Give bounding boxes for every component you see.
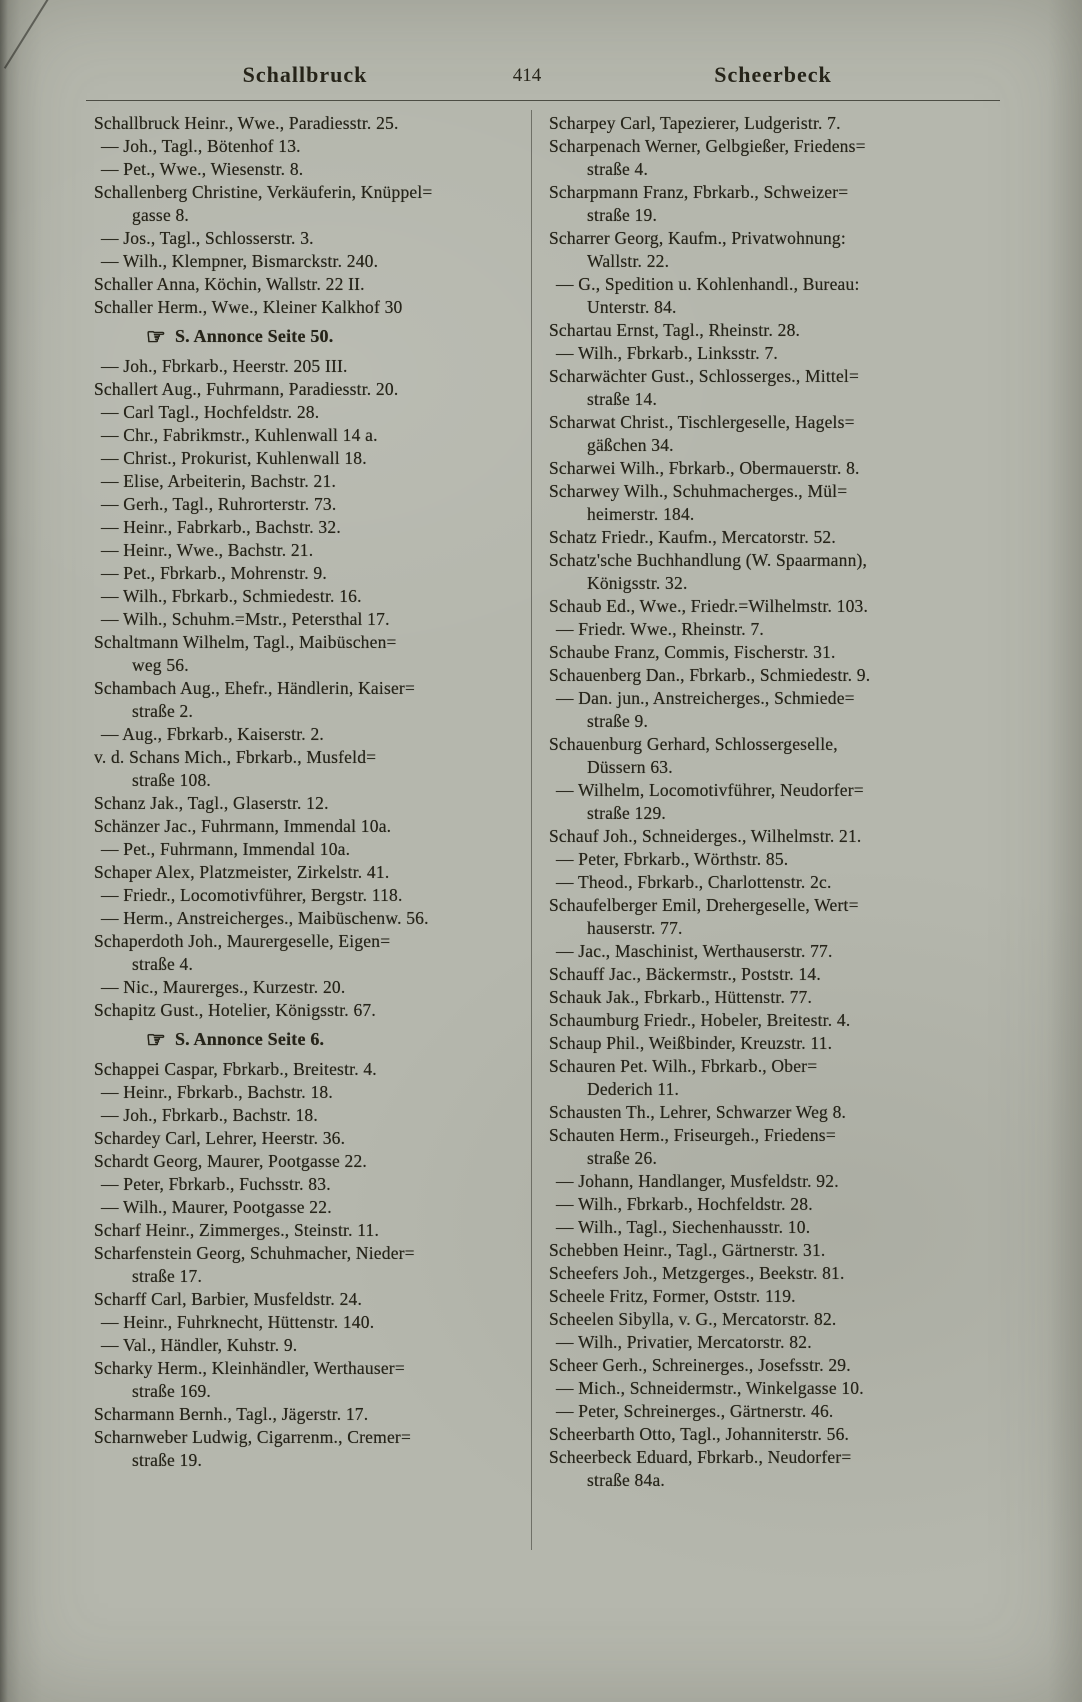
entry-line: weg 56. [132, 655, 189, 675]
entry-line: Schartau Ernst, Tagl., Rheinstr. 28. [549, 320, 801, 340]
directory-entry [549, 135, 997, 181]
directory-entry [94, 1426, 524, 1472]
entry-line: — Val., Händler, Kuhstr. 9. [101, 1335, 298, 1355]
directory-entry [549, 664, 997, 687]
entry-line: Schauff Jac., Bäckermstr., Poststr. 14. [549, 964, 821, 984]
entry-line: Scheerbarth Otto, Tagl., Johanniterstr. 56. [549, 1424, 850, 1444]
entry-line: Scheelen Sibylla, v. G., Mercatorstr. 82. [549, 1309, 837, 1329]
entry-line: straße 14. [587, 389, 658, 409]
directory-entry [549, 687, 997, 733]
entry-line: — Pet., Wwe., Wiesenstr. 8. [101, 159, 304, 179]
directory-entry [549, 618, 997, 641]
entry-line: straße 19. [132, 1450, 203, 1470]
directory-entry [94, 608, 524, 631]
entry-line: — Peter, Fbrkarb., Wörthstr. 85. [556, 849, 789, 869]
directory-entry [549, 1262, 997, 1285]
scan-artifact [4, 0, 52, 69]
directory-entry [94, 1403, 524, 1426]
entry-line: straße 17. [132, 1266, 203, 1286]
directory-entry [549, 1423, 997, 1446]
entry-line: Schatz Friedr., Kaufm., Mercatorstr. 52. [549, 527, 836, 547]
entry-line: Schauf Joh., Schneiderges., Wilhelmstr. 21. [549, 826, 862, 846]
entry-line: — Joh., Tagl., Bötenhof 13. [101, 136, 301, 156]
entry-line: straße 26. [587, 1148, 658, 1168]
directory-entry [549, 273, 997, 319]
directory-entry [94, 424, 524, 447]
directory-entry [549, 1354, 997, 1377]
entry-line: Schardey Carl, Lehrer, Heerstr. 36. [94, 1128, 346, 1148]
entry-line: straße 108. [132, 770, 211, 790]
directory-entry [94, 907, 524, 930]
directory-entry [94, 378, 524, 401]
right-column [549, 112, 997, 1492]
entry-line: — Elise, Arbeiterin, Bachstr. 21. [101, 471, 337, 491]
directory-entry [549, 1124, 997, 1170]
entry-line: Scharwächter Gust., Schlosserges., Mittel= [549, 366, 860, 386]
entry-line: Schaumburg Friedr., Hobeler, Breitestr. 4. [549, 1010, 851, 1030]
directory-entry [549, 1331, 997, 1354]
entry-line: — Gerh., Tagl., Ruhrorterstr. 73. [101, 494, 337, 514]
entry-line: straße 129. [587, 803, 666, 823]
entry-line: Schapitz Gust., Hotelier, Königsstr. 67. [94, 1000, 376, 1020]
directory-entry [94, 838, 524, 861]
entry-line: Scharrer Georg, Kaufm., Privatwohnung: [549, 228, 846, 248]
entry-line: — Wilh., Tagl., Siechenhausstr. 10. [556, 1217, 811, 1237]
entry-line: Wallstr. 22. [587, 251, 670, 271]
entry-line: Unterstr. 84. [587, 297, 677, 317]
directory-entry [94, 1196, 524, 1219]
entry-line: — Theod., Fbrkarb., Charlottenstr. 2c. [556, 872, 832, 892]
directory-entry [94, 861, 524, 884]
column-divider [531, 110, 532, 1550]
directory-entry [549, 1377, 997, 1400]
entry-line: — Johann, Handlanger, Musfeldstr. 92. [556, 1171, 839, 1191]
entry-line: straße 4. [587, 159, 649, 179]
directory-entry [94, 746, 524, 792]
entry-line: straße 169. [132, 1381, 211, 1401]
manicule-icon: ☞ [146, 1027, 166, 1052]
entry-line: Scharnweber Ludwig, Cigarrenm., Cremer= [94, 1427, 412, 1447]
entry-line: — Heinr., Fabrkarb., Bachstr. 32. [101, 517, 341, 537]
directory-entry [94, 1058, 524, 1081]
directory-entry [94, 401, 524, 424]
directory-entry [549, 1285, 997, 1308]
entry-line: — Wilh., Privatier, Mercatorstr. 82. [556, 1332, 812, 1352]
entry-line: Schaup Phil., Weißbinder, Kreuzstr. 11. [549, 1033, 833, 1053]
entry-line: — Friedr., Locomotivführer, Bergstr. 118. [101, 885, 403, 905]
entry-line: Scharff Carl, Barbier, Musfeldstr. 24. [94, 1289, 363, 1309]
entry-line: Scheele Fritz, Former, Oststr. 119. [549, 1286, 796, 1306]
directory-entry [549, 1170, 997, 1193]
directory-entry [549, 1055, 997, 1101]
entry-line: Schaube Franz, Commis, Fischerstr. 31. [549, 642, 836, 662]
entry-line: — Nic., Maurerges., Kurzestr. 20. [101, 977, 346, 997]
entry-line: Scharpenach Werner, Gelbgießer, Friedens= [549, 136, 866, 156]
directory-entry [94, 181, 524, 227]
entry-line: Schebben Heinr., Tagl., Gärtnerstr. 31. [549, 1240, 826, 1260]
entry-line: Schänzer Jac., Fuhrmann, Immendal 10a. [94, 816, 392, 836]
header-right-title: Scheerbeck [714, 62, 832, 87]
directory-entry [94, 135, 524, 158]
directory-entry [94, 976, 524, 999]
entry-line: heimerstr. 184. [587, 504, 695, 524]
entry-line: Schauenburg Gerhard, Schlossergeselle, [549, 734, 838, 754]
entry-line: — Christ., Prokurist, Kuhlenwall 18. [101, 448, 367, 468]
directory-entry [549, 549, 997, 595]
entry-line: — Wilh., Maurer, Pootgasse 22. [101, 1197, 332, 1217]
directory-entry [549, 480, 997, 526]
entry-line: Scheerbeck Eduard, Fbrkarb., Neudorfer= [549, 1447, 852, 1467]
directory-entry [94, 493, 524, 516]
directory-entry [94, 516, 524, 539]
directory-entry [94, 1127, 524, 1150]
entry-line: Schausten Th., Lehrer, Schwarzer Weg 8. [549, 1102, 847, 1122]
entry-line: — Heinr., Wwe., Bachstr. 21. [101, 540, 314, 560]
entry-line: — Jos., Tagl., Schlosserstr. 3. [101, 228, 314, 248]
page-number: 414 [512, 65, 542, 86]
entry-line: Schardt Georg, Maurer, Pootgasse 22. [94, 1151, 367, 1171]
entry-line: — Carl Tagl., Hochfeldstr. 28. [101, 402, 320, 422]
directory-entry [549, 365, 997, 411]
entry-line: — Wilh., Klempner, Bismarckstr. 240. [101, 251, 379, 271]
directory-entry [549, 1216, 997, 1239]
directory-entry [549, 112, 997, 135]
directory-entry [549, 641, 997, 664]
entry-line: Scharpey Carl, Tapezierer, Ludgeristr. 7. [549, 113, 841, 133]
entry-line: — Herm., Anstreicherges., Maibüschenw. 56. [101, 908, 429, 928]
directory-entry [549, 825, 997, 848]
directory-entry [94, 539, 524, 562]
entry-line: Scharf Heinr., Zimmerges., Steinstr. 11. [94, 1220, 380, 1240]
entry-line: — Pet., Fuhrmann, Immendal 10a. [101, 839, 351, 859]
entry-line: Schauten Herm., Friseurgeh., Friedens= [549, 1125, 836, 1145]
entry-line: — Pet., Fbrkarb., Mohrenstr. 9. [101, 563, 327, 583]
entry-line: Schaub Ed., Wwe., Friedr.=Wilhelmstr. 103. [549, 596, 869, 616]
directory-entry [94, 585, 524, 608]
directory-entry [94, 112, 524, 135]
entry-line: Schanz Jak., Tagl., Glaserstr. 12. [94, 793, 329, 813]
entry-line: — Peter, Schreinerges., Gärtnerstr. 46. [556, 1401, 834, 1421]
directory-entry [94, 1334, 524, 1357]
entry-line: Scharmann Bernh., Tagl., Jägerstr. 17. [94, 1404, 369, 1424]
directory-entry [549, 1308, 997, 1331]
directory-entry [549, 227, 997, 273]
directory-entry [549, 1193, 997, 1216]
entry-line: — Jac., Maschinist, Werthauserstr. 77. [556, 941, 833, 961]
entry-line: — Wilh., Fbrkarb., Schmiedestr. 16. [101, 586, 362, 606]
directory-entry [94, 1150, 524, 1173]
entry-line: Scharwey Wilh., Schuhmacherges., Mül= [549, 481, 848, 501]
directory-entry [94, 1242, 524, 1288]
directory-entry [94, 227, 524, 250]
directory-entry [94, 1357, 524, 1403]
annonce-entry [94, 323, 524, 350]
directory-entry [549, 779, 997, 825]
entry-line: straße 84a. [587, 1470, 666, 1490]
entry-line: Scheer Gerh., Schreinerges., Josefsstr. 29. [549, 1355, 851, 1375]
entry-line: Scheefers Joh., Metzgerges., Beekstr. 81. [549, 1263, 845, 1283]
directory-entry [549, 457, 997, 480]
directory-entry [94, 677, 524, 723]
entry-line: Scharwat Christ., Tischlergeselle, Hagels= [549, 412, 855, 432]
directory-entry [549, 319, 997, 342]
entry-line: — Chr., Fabrikmstr., Kuhlenwall 14 a. [101, 425, 378, 445]
entry-line: — Wilh., Schuhm.=Mstr., Petersthal 17. [101, 609, 390, 629]
directory-entry [549, 986, 997, 1009]
directory-entry [94, 1104, 524, 1127]
entry-line: hauserstr. 77. [587, 918, 683, 938]
entry-line: straße 4. [132, 954, 194, 974]
directory-entry [549, 1239, 997, 1262]
entry-line: Düssern 63. [587, 757, 673, 777]
directory-entry [94, 884, 524, 907]
directory-entry [94, 250, 524, 273]
directory-entry [94, 1173, 524, 1196]
directory-entry [94, 1288, 524, 1311]
entry-line: — G., Spedition u. Kohlenhandl., Bureau: [556, 274, 860, 294]
directory-entry [94, 1311, 524, 1334]
directory-entry [94, 296, 524, 319]
directory-entry [94, 792, 524, 815]
directory-entry [549, 595, 997, 618]
directory-entry [549, 894, 997, 940]
entry-line: Königsstr. 32. [587, 573, 688, 593]
entry-line: — Wilhelm, Locomotivführer, Neudorfer= [556, 780, 864, 800]
directory-entry [94, 631, 524, 677]
entry-line: — Dan. jun., Anstreicherges., Schmiede= [556, 688, 855, 708]
entry-line: Schauren Pet. Wilh., Fbrkarb., Ober= [549, 1056, 818, 1076]
directory-entry [94, 815, 524, 838]
directory-entry [94, 1219, 524, 1242]
header-left-title: Schallbruck [242, 62, 368, 87]
directory-entry [94, 158, 524, 181]
entry-line: Schallenberg Christine, Verkäuferin, Knüppel= [94, 182, 433, 202]
entry-line: — Wilh., Fbrkarb., Hochfeldstr. 28. [556, 1194, 813, 1214]
entry-line: straße 19. [587, 205, 658, 225]
directory-entry [94, 355, 524, 378]
annonce-text: S. Annonce Seite 50. [174, 326, 334, 346]
entry-line: Schallert Aug., Fuhrmann, Paradiesstr. 20. [94, 379, 399, 399]
entry-line: — Joh., Fbrkarb., Bachstr. 18. [101, 1105, 318, 1125]
entry-line: Schaperdoth Joh., Maurergeselle, Eigen= [94, 931, 391, 951]
directory-entry [549, 1032, 997, 1055]
directory-entry [94, 470, 524, 493]
directory-entry [94, 447, 524, 470]
entry-line: gäßchen 34. [587, 435, 674, 455]
directory-entry [549, 871, 997, 894]
entry-line: Schaller Herm., Wwe., Kleiner Kalkhof 30 [94, 297, 403, 317]
entry-line: Schambach Aug., Ehefr., Händlerin, Kaiser= [94, 678, 416, 698]
entry-line: straße 9. [587, 711, 649, 731]
entry-line: — Friedr. Wwe., Rheinstr. 7. [556, 619, 764, 639]
entry-line: Schauenberg Dan., Fbrkarb., Schmiedestr. 9. [549, 665, 871, 685]
entry-line: straße 2. [132, 701, 194, 721]
entry-line: gasse 8. [132, 205, 190, 225]
entry-line: Schappei Caspar, Fbrkarb., Breitestr. 4. [94, 1059, 377, 1079]
directory-entry [94, 723, 524, 746]
entry-line: Scharpmann Franz, Fbrkarb., Schweizer= [549, 182, 849, 202]
entry-line: Dederich 11. [587, 1079, 680, 1099]
directory-entry [549, 1446, 997, 1492]
annonce-entry [94, 1026, 524, 1053]
directory-entry [94, 999, 524, 1022]
entry-line: Schaltmann Wilhelm, Tagl., Maibüschen= [94, 632, 397, 652]
directory-entry [549, 181, 997, 227]
entry-line: — Joh., Fbrkarb., Heerstr. 205 III. [101, 356, 348, 376]
entry-line: — Peter, Fbrkarb., Fuchsstr. 83. [101, 1174, 331, 1194]
entry-line: Schaufelberger Emil, Drehergeselle, Wert= [549, 895, 859, 915]
header-rule [86, 100, 1000, 101]
entry-line: Schauk Jak., Fbrkarb., Hüttenstr. 77. [549, 987, 813, 1007]
directory-entry [94, 1081, 524, 1104]
entry-line: Scharfenstein Georg, Schuhmacher, Nieder= [94, 1243, 415, 1263]
directory-entry [549, 848, 997, 871]
directory-entry [549, 1101, 997, 1124]
annonce-text: S. Annonce Seite 6. [174, 1029, 325, 1049]
entry-line: Scharwei Wilh., Fbrkarb., Obermauerstr. 8. [549, 458, 860, 478]
directory-entry [94, 562, 524, 585]
directory-entry [549, 526, 997, 549]
directory-entry [549, 940, 997, 963]
entry-line: — Wilh., Fbrkarb., Linksstr. 7. [556, 343, 778, 363]
entry-line: v. d. Schans Mich., Fbrkarb., Musfeld= [94, 747, 377, 767]
directory-entry [549, 963, 997, 986]
directory-entry [94, 273, 524, 296]
entry-line: — Heinr., Fbrkarb., Bachstr. 18. [101, 1082, 333, 1102]
entry-line: Schallbruck Heinr., Wwe., Paradiesstr. 25. [94, 113, 399, 133]
entry-line: Scharky Herm., Kleinhändler, Werthauser= [94, 1358, 405, 1378]
left-column [94, 112, 524, 1472]
directory-entry [94, 930, 524, 976]
entry-line: Schatz'sche Buchhandlung (W. Spaarmann), [549, 550, 868, 570]
entry-line: Schaper Alex, Platzmeister, Zirkelstr. 41. [94, 862, 390, 882]
directory-entry [549, 411, 997, 457]
entry-line: — Heinr., Fuhrknecht, Hüttenstr. 140. [101, 1312, 375, 1332]
directory-entry [549, 1009, 997, 1032]
manicule-icon: ☞ [146, 324, 166, 349]
directory-entry [549, 1400, 997, 1423]
entry-line: — Aug., Fbrkarb., Kaiserstr. 2. [101, 724, 324, 744]
directory-entry [549, 342, 997, 365]
entry-line: — Mich., Schneidermstr., Winkelgasse 10. [556, 1378, 864, 1398]
entry-line: Schaller Anna, Köchin, Wallstr. 22 II. [94, 274, 365, 294]
directory-entry [549, 733, 997, 779]
